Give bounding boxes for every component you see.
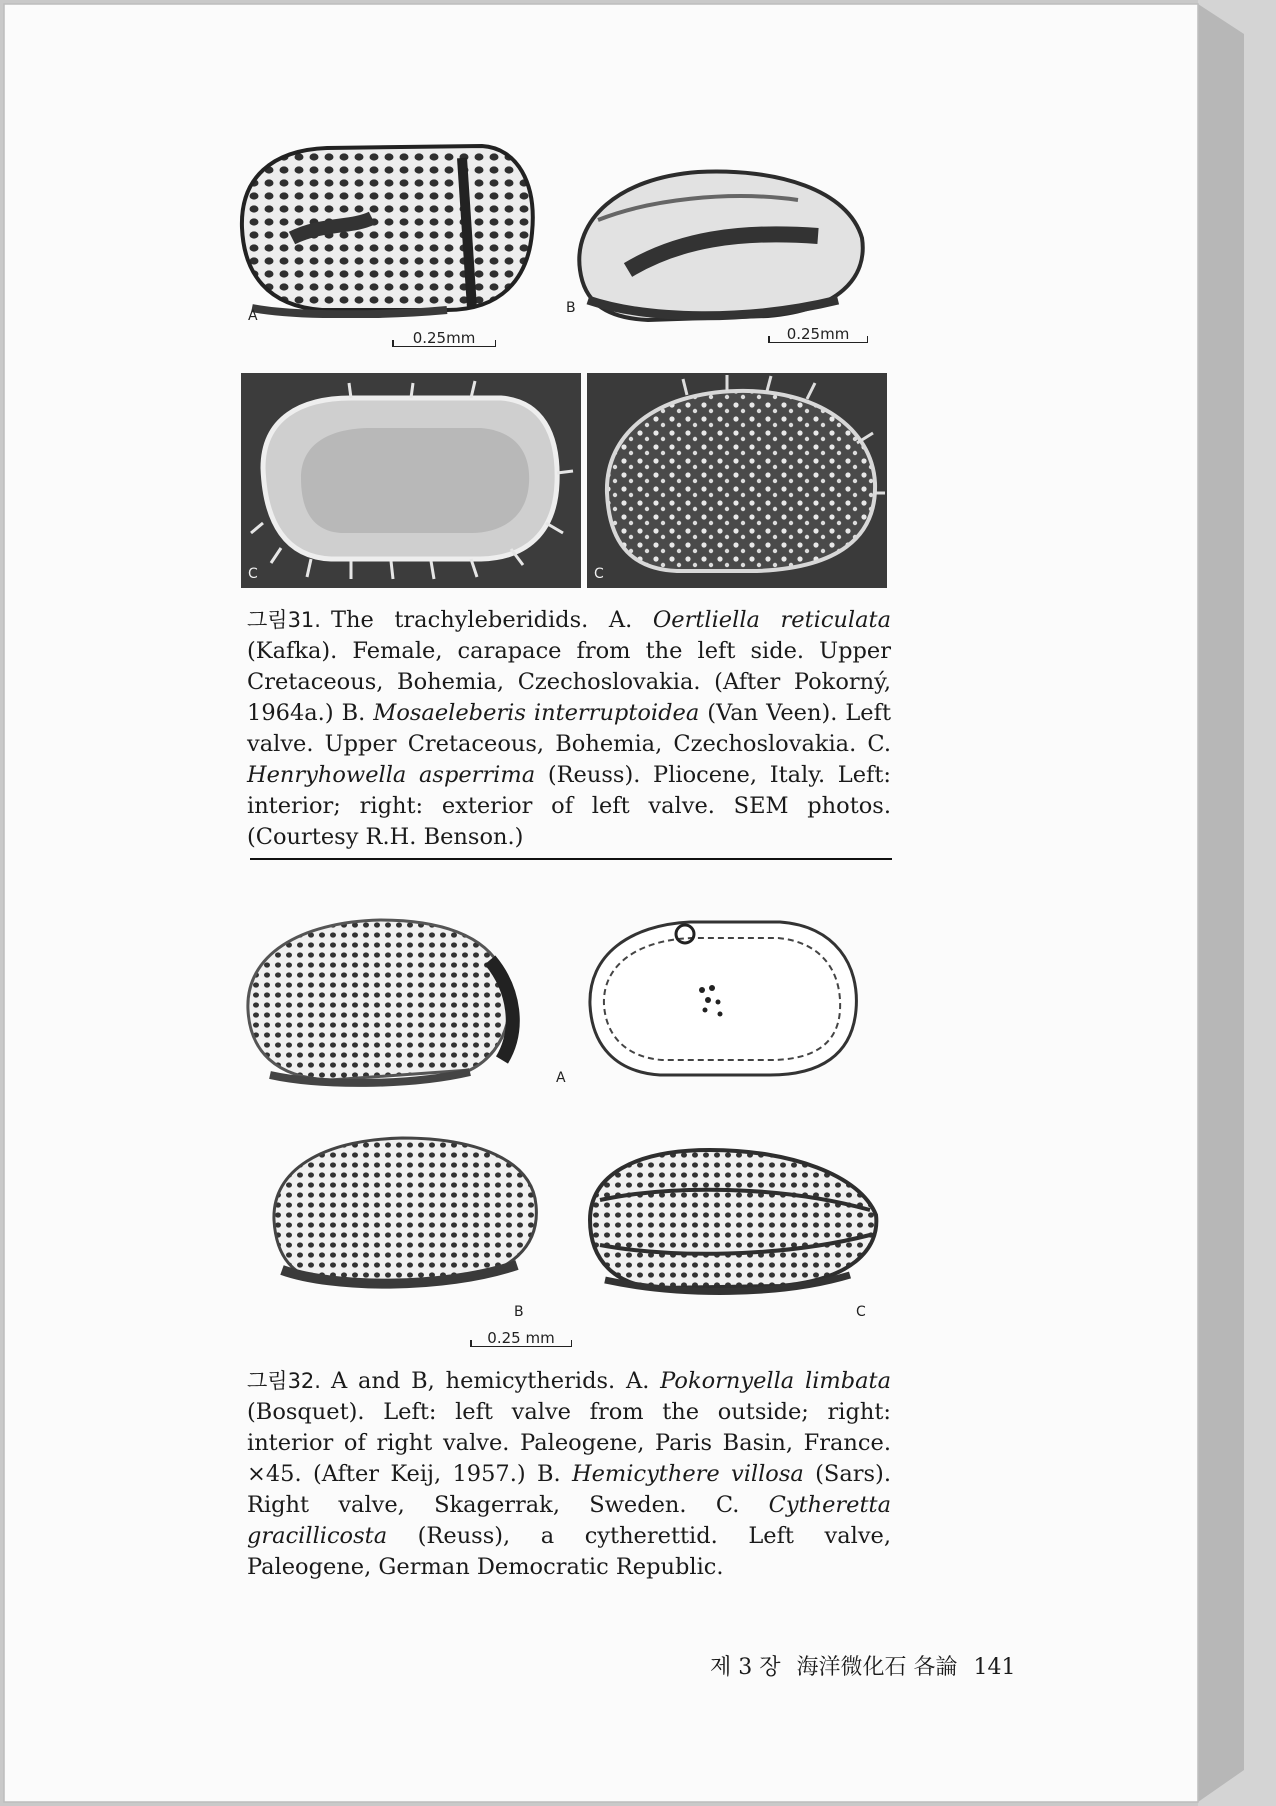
figure-32-species-c: Cytheretta gracillicosta [247, 1492, 891, 1549]
figure-32-specimen-a-exterior [240, 910, 536, 1090]
figure-31-specimen-b [568, 160, 870, 328]
figure-32-species-a: Pokornyella limbata [660, 1368, 892, 1394]
footer-title: 海洋微化石 各論 [796, 1655, 958, 1680]
figure-32-specimen-b [262, 1130, 547, 1290]
figure-31-caption-text-2: (Kafka). Female, carapace from the left side. Upper Cretaceous, Bohemia, Czechoslovakia. (After Pokorný, 1964a.) B. [247, 638, 891, 726]
figure-31-photo-c-exterior [587, 373, 887, 588]
figure-32-specimen-a-interior [580, 910, 865, 1085]
figure-31-species-b: Mosaeleberis interruptoidea [373, 700, 700, 726]
figure-32-caption-text-4: (Reuss), a cytherettid. Left valve, Paleogene, German Democratic Republic. [247, 1523, 891, 1580]
page-footer [710, 1650, 1080, 1681]
figure-32-label-a: A [556, 1070, 566, 1086]
figure-32-specimen-c [580, 1140, 888, 1300]
figure-31-label-c-right: C [594, 566, 604, 582]
figure-31-caption-text-3: (Van Veen). Left valve. Upper Cretaceous, Bohemia, Czechoslovakia. C. [247, 700, 891, 757]
figure-31-scale-bar-b: 0.25mm [768, 326, 868, 343]
figure-31-caption-label: 그림31. [247, 608, 321, 632]
figure-31-caption [247, 605, 891, 853]
figure-31-label-a: A [248, 308, 258, 324]
figure-31-label-c-left: C [248, 566, 258, 582]
figure-32-caption-text-2: (Bosquet). Left: left valve from the outside; right: interior of right valve. Paleogene, Paris Basin, France. ×45. (After Keij, 1957.) B. [247, 1399, 891, 1487]
page-number: 141 [973, 1655, 1016, 1680]
figure-31-photo-c-interior [241, 373, 581, 588]
figure-32-caption-text-3: (Sars). Right valve, Skagerrak, Sweden. C. [247, 1461, 891, 1518]
figure-32-species-b: Hemicythere villosa [572, 1461, 804, 1487]
figure-32-caption [247, 1366, 891, 1583]
section-divider [250, 858, 892, 860]
figure-31-specimen-a [232, 138, 542, 318]
figure-31-label-b: B [566, 300, 576, 316]
figure-32-label-b: B [514, 1304, 524, 1320]
figure-32-scale-bar: 0.25 mm [470, 1330, 572, 1347]
figure-31-species-a: Oertliella reticulata [652, 607, 891, 633]
figure-32-caption-label: 그림32. [247, 1369, 321, 1393]
figure-31-scale-bar-a: 0.25mm [392, 330, 496, 347]
figure-32-caption-text-1: A and B, hemicytherids. A. [330, 1368, 661, 1394]
figure-31-caption-text-4: (Reuss). Pliocene, Italy. Left: interior; right: exterior of left valve. SEM photos. (Courtesy R.H. Benson.) [247, 762, 891, 850]
footer-chapter: 제 3 장 [710, 1655, 781, 1680]
figure-31-species-c: Henryhowella asperrima [247, 762, 536, 788]
figure-31-caption-text-1: The trachyleberidids. A. [330, 607, 653, 633]
figure-32-label-c: C [856, 1304, 866, 1320]
